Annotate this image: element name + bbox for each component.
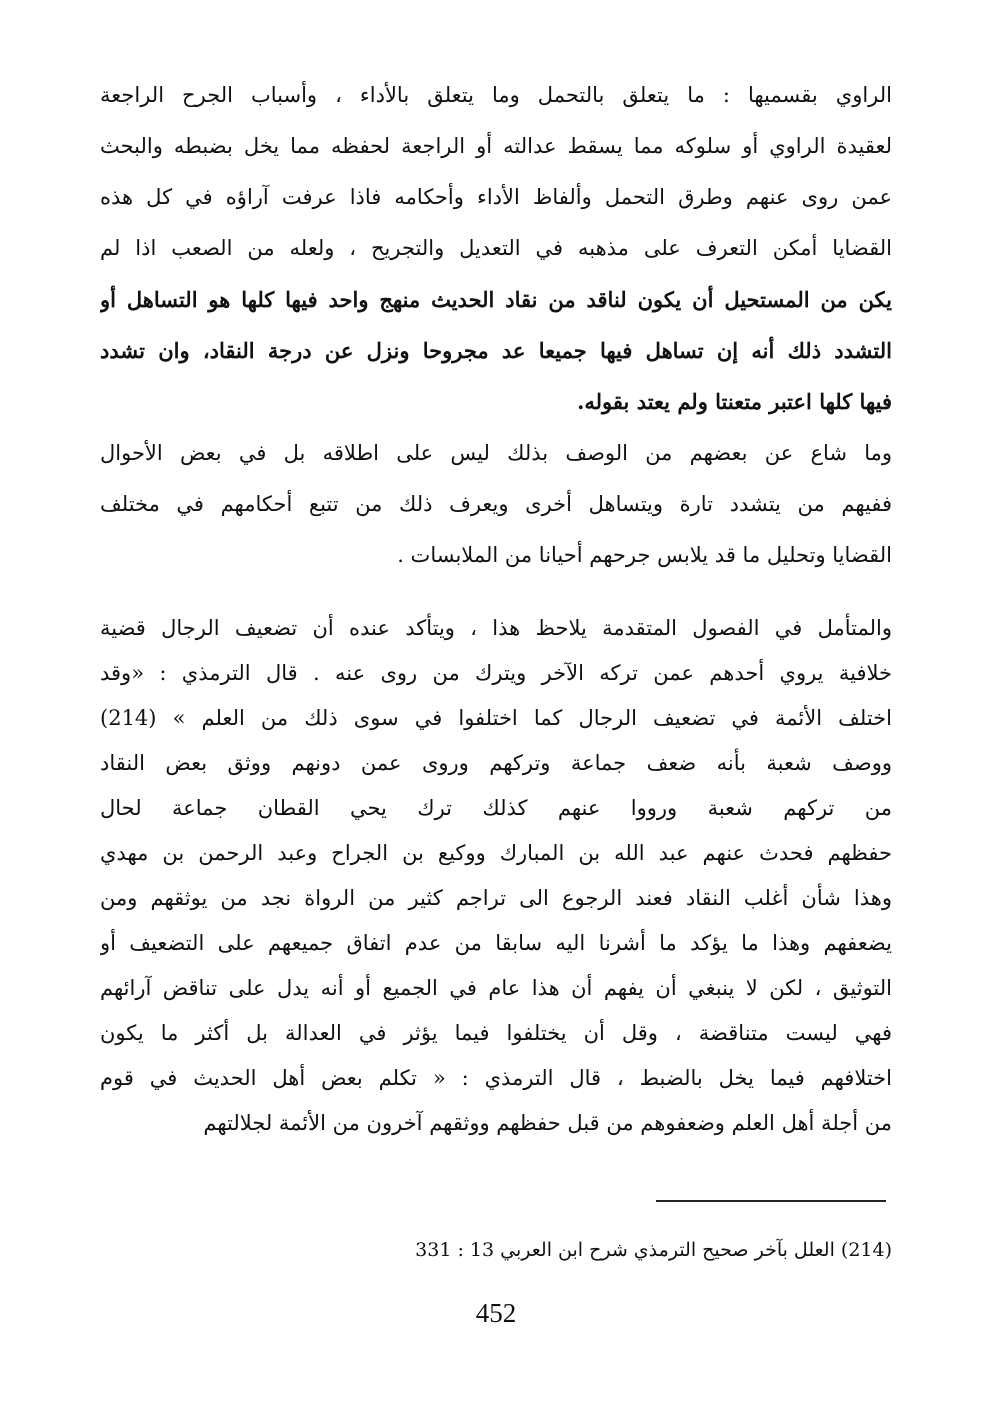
text-line: فيها كلها اعتبر متعنتا ولم يعتد بقوله. <box>577 389 892 414</box>
text-line: التوثيق ، لكن لا ينبغي أن يفهم أن هذا عام في الجميع أو أنه يدل على تناقض آرائهم <box>100 976 892 1000</box>
text-line: حفظهم فحدث عنهم عبد الله بن المبارك ووكيع بن الجراح وعبد الرحمن بن مهدي <box>100 841 892 865</box>
text-line: من تركهم شعبة ورووا عنهم كذلك ترك يحي القطان جماعة لحال <box>100 796 892 820</box>
text-line: يضعفهم وهذا ما يؤكد ما أشرنا اليه سابقا من عدم اتفاق جميعهم على التضعيف أو <box>100 931 892 955</box>
text-line: ووصف شعبة بأنه ضعف جماعة وتركهم وروى عمن دونهم ووثق بعض النقاد <box>100 751 892 775</box>
text-line: عمن روى عنهم وطرق التحمل وألفاظ الأداء وأحكامه فاذا عرفت آراؤه في كل هذه <box>100 185 892 209</box>
text-line: لعقيدة الراوي أو سلوكه مما يسقط عدالته أو الراجعة لحفظه مما يخل بضبطه والبحث <box>100 134 892 158</box>
text-line: يكن من المستحيل أن يكون لناقد من نقاد الحديث منهج واحد فيها كلها هو التساهل أو <box>100 287 892 312</box>
footnote: (214) العلل بآخر صحيح الترمذي شرح ابن العربي 13 : 331 <box>415 1239 892 1261</box>
text-line: وهذا شأن أغلب النقاد فعند الرجوع الى تراجم كثير من الرواة نجد من يوثقهم ومن <box>100 886 892 910</box>
text-line: فهي ليست متناقضة ، وقل أن يختلفوا فيما يؤثر في العدالة بل أكثر ما يكون <box>100 1021 892 1045</box>
paragraph-2 <box>100 428 892 581</box>
text-line: وما شاع عن بعضهم من الوصف بذلك ليس على اطلاقه بل في بعض الأحوال <box>100 441 892 465</box>
text-line: الراوي بقسميها : ما يتعلق بالتحمل وما يتعلق بالأداء ، وأسباب الجرح الراجعة <box>100 83 892 107</box>
text-line: اختلف الأئمة في تضعيف الرجال كما اختلفوا في سوى ذلك من العلم » (214) <box>100 706 892 730</box>
paragraph-3 <box>100 606 892 1146</box>
text-line: اختلافهم فيما يخل بالضبط ، قال الترمذي : « تكلم بعض أهل الحديث في قوم <box>100 1066 892 1090</box>
text-line: القضايا أمكن التعرف على مذهبه في التعديل والتجريح ، ولعله من الصعب اذا لم <box>100 236 892 260</box>
footnote-separator <box>656 1200 886 1202</box>
text-line: ففيهم من يتشدد تارة ويتساهل أخرى ويعرف ذلك من تتبع أحكامهم في مختلف <box>100 492 892 516</box>
text-line: من أجلة أهل العلم وضعفوهم من قبل حفظهم ووثقهم آخرون من الأئمة لجلالتهم <box>203 1111 892 1135</box>
text-line: القضايا وتحليل ما قد يلابس جرحهم أحيانا من الملابسات . <box>397 543 892 567</box>
text-line: خلافية يروي أحدهم عمن تركه الآخر ويترك من روى عنه . قال الترمذي : «وقد <box>100 661 892 685</box>
paragraph-1 <box>100 70 892 427</box>
text-line: والمتأمل في الفصول المتقدمة يلاحظ هذا ، ويتأكد عنده أن تضعيف الرجال قضية <box>100 616 892 640</box>
page-number: 452 <box>475 1298 517 1328</box>
text-line: التشدد ذلك أنه إن تساهل فيها جميعا عد مجروحا ونزل عن درجة النقاد، وان تشدد <box>100 338 892 363</box>
